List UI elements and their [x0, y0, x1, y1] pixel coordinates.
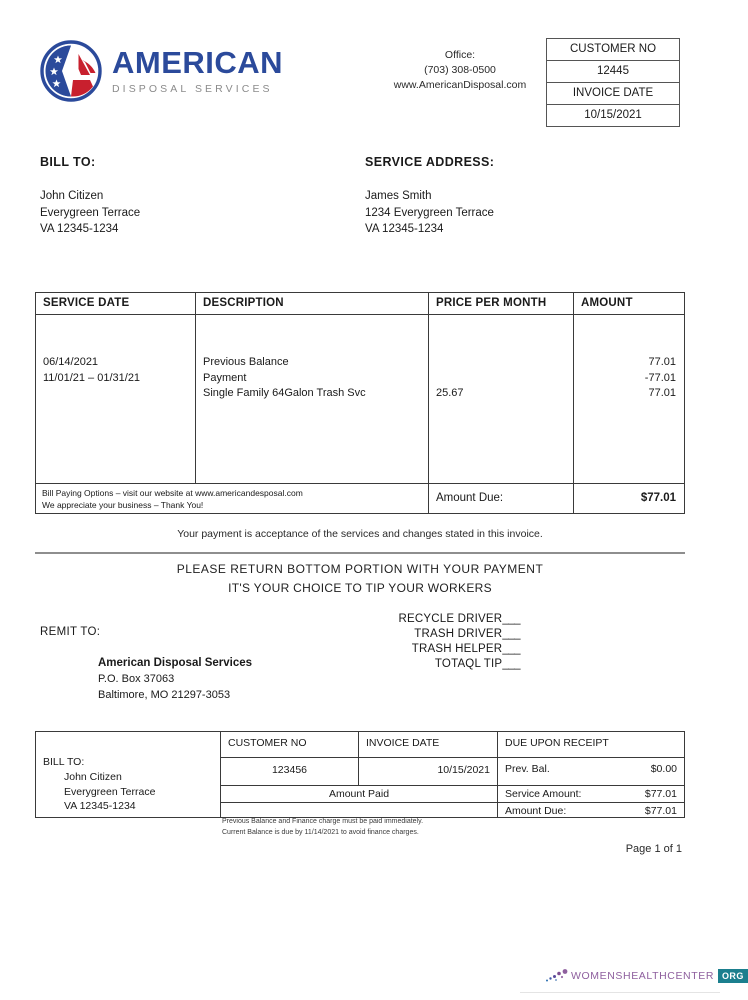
- remit-amount-due-value: $77.01: [644, 805, 677, 817]
- remit-amount-due-cell: [498, 803, 684, 818]
- table-row: 77.01: [648, 387, 676, 399]
- remit-bill-to-line-3: VA 12345-1234: [64, 800, 136, 812]
- bill-paying-options-note: [36, 484, 429, 513]
- bill-to-heading: BILL TO:: [40, 155, 96, 169]
- logo-wordmark: [112, 47, 283, 95]
- service-amount-value: $77.01: [644, 788, 677, 800]
- table-row: Payment: [203, 371, 247, 384]
- column-header-amount: AMOUNT: [581, 297, 633, 309]
- remit-value-row: [221, 758, 684, 786]
- prev-balance-value: $0.00: [650, 763, 677, 775]
- service-address-line-3: VA 12345-1234: [365, 223, 444, 235]
- service-table-header-row: [36, 293, 684, 315]
- remit-invoice-date-label: INVOICE DATE: [359, 732, 498, 757]
- remit-bill-to-line-1: John Citizen: [64, 771, 122, 783]
- remit-due-upon-receipt-label: DUE UPON RECEIPT: [505, 737, 609, 749]
- remit-po-box: P.O. Box 37063: [98, 673, 175, 685]
- remit-bill-to-address: [64, 770, 155, 814]
- office-phone: (703) 308-0500: [424, 64, 496, 76]
- bill-paying-options-line-2: We appreciate your business – Thank You!: [42, 499, 204, 510]
- remit-prev-balance-cell: [498, 758, 684, 785]
- customer-no-value: 12445: [547, 61, 679, 83]
- company-logo: [40, 40, 283, 102]
- table-row: Previous Balance: [203, 356, 289, 368]
- bill-paying-options-line-1: Bill Paying Options – visit our website at www.americandesposal.com: [42, 488, 303, 498]
- remit-amount-due-label: Amount Due:: [505, 805, 567, 817]
- amount-due-value: $77.01: [640, 492, 676, 504]
- service-amount-label: Service Amount:: [505, 788, 582, 800]
- invoice-date-value: 10/15/2021: [584, 109, 642, 121]
- watermark-text: WOMENSHEALTHCENTER: [571, 970, 715, 982]
- amount-due-label: Amount Due:: [429, 484, 574, 513]
- service-table-body: [36, 315, 684, 483]
- tip-workers-note: IT'S YOUR CHOICE TO TIP YOUR WORKERS: [228, 581, 492, 595]
- remit-city-state-zip: Baltimore, MO 21297-3053: [98, 689, 231, 701]
- remit-customer-no-value: 123456: [221, 758, 359, 785]
- watermark-org-badge: ORG: [718, 969, 748, 983]
- price-per-month-cells: [429, 315, 574, 483]
- watermark-divider: [520, 992, 720, 993]
- section-divider: [35, 552, 685, 554]
- column-header-service-date: SERVICE DATE: [36, 293, 196, 314]
- tip-blank[interactable]: ___: [502, 658, 520, 670]
- office-website: www.AmericanDisposal.com: [393, 79, 527, 91]
- page-number: Page 1 of 1: [625, 843, 682, 855]
- dot-cluster-icon: [544, 968, 570, 984]
- bill-to-address: [40, 188, 140, 238]
- bill-to-line-3: VA 12345-1234: [40, 223, 119, 235]
- logo-main-text: AMERICAN: [112, 45, 284, 80]
- remit-service-amount-cell: [498, 786, 684, 802]
- tip-label: RECYCLE DRIVER: [398, 613, 503, 625]
- amount-paid-label[interactable]: Amount Paid: [221, 786, 498, 802]
- remit-header-row: [221, 732, 684, 758]
- table-row: 77.01: [648, 356, 676, 368]
- remit-to-label: REMIT TO:: [40, 626, 101, 638]
- description-cells: [196, 315, 429, 483]
- column-header-price-per-month: PRICE PER MONTH: [429, 293, 574, 314]
- acceptance-note: Your payment is acceptance of the services and changes stated in this invoice.: [177, 528, 543, 540]
- remit-company-name: American Disposal Services: [98, 657, 253, 669]
- customer-info-box: [546, 38, 680, 127]
- tip-label: TRASH DRIVER: [414, 628, 503, 640]
- service-date-cells: [36, 315, 196, 483]
- service-address-line-2: 1234 Everygreen Terrace: [365, 206, 494, 219]
- bill-to-line-2: Everygreen Terrace: [40, 206, 141, 219]
- tip-blank[interactable]: ___: [502, 643, 520, 655]
- invoice-date-label: INVOICE DATE: [547, 83, 679, 105]
- table-row: -77.01: [644, 371, 676, 384]
- remit-to-address: [98, 655, 252, 703]
- tip-label: TOTAQL TIP: [434, 658, 503, 670]
- service-table-footer-row: [36, 483, 684, 513]
- site-watermark: [544, 966, 748, 986]
- office-contact-block: [372, 48, 548, 93]
- table-row: 11/01/21 – 01/31/21: [43, 371, 141, 384]
- column-header-description: DESCRIPTION: [196, 293, 429, 314]
- tip-blank[interactable]: ___: [502, 628, 520, 640]
- logo-sub-text: DISPOSAL SERVICES: [112, 83, 273, 95]
- return-portion-note: PLEASE RETURN BOTTOM PORTION WITH YOUR PAYMENT: [176, 562, 544, 576]
- tip-label: TRASH HELPER: [411, 643, 503, 655]
- table-row: 25.67: [436, 387, 464, 399]
- service-address-block: [365, 188, 494, 238]
- fine-print-line-2: Current Balance is due by 11/14/2021 to avoid finance charges.: [222, 829, 419, 836]
- remit-detail-grid: [221, 732, 684, 817]
- service-detail-table: [35, 292, 685, 514]
- tip-line-total-tip[interactable]: [330, 657, 520, 672]
- remit-invoice-date-value: 10/15/2021: [359, 758, 498, 785]
- remit-bill-to-cell: [36, 732, 221, 817]
- tip-line-trash-helper[interactable]: [330, 642, 520, 657]
- remittance-stub-table: [35, 731, 685, 818]
- fine-print-line-1: Previous Balance and Finance charge must be paid immediately.: [222, 818, 424, 825]
- service-address-heading: SERVICE ADDRESS:: [365, 155, 495, 169]
- service-address-line-1: James Smith: [365, 190, 432, 202]
- fine-print-disclaimer: [222, 816, 423, 838]
- bill-to-line-1: John Citizen: [40, 190, 104, 202]
- table-row: Single Family 64Galon Trash Svc: [203, 387, 366, 399]
- table-row: 06/14/2021: [43, 356, 99, 368]
- customer-no-label: CUSTOMER NO: [547, 39, 679, 61]
- invoice-header: [0, 0, 720, 140]
- tip-line-recycle-driver[interactable]: [330, 612, 520, 627]
- remit-customer-no-label: CUSTOMER NO: [221, 732, 359, 757]
- tip-entry-lines: [330, 612, 520, 672]
- remit-bill-to-label: BILL TO:: [43, 756, 85, 768]
- tip-line-trash-driver[interactable]: [330, 627, 520, 642]
- tip-blank[interactable]: ___: [502, 613, 520, 625]
- remit-bill-to-line-2: Everygreen Terrace: [64, 785, 156, 798]
- office-label: Office:: [444, 49, 476, 61]
- prev-balance-label: Prev. Bal.: [505, 763, 550, 775]
- american-disposal-shield-emblem-icon: [40, 40, 102, 102]
- amount-cells: [574, 315, 684, 483]
- remit-amount-paid-row: [221, 786, 684, 803]
